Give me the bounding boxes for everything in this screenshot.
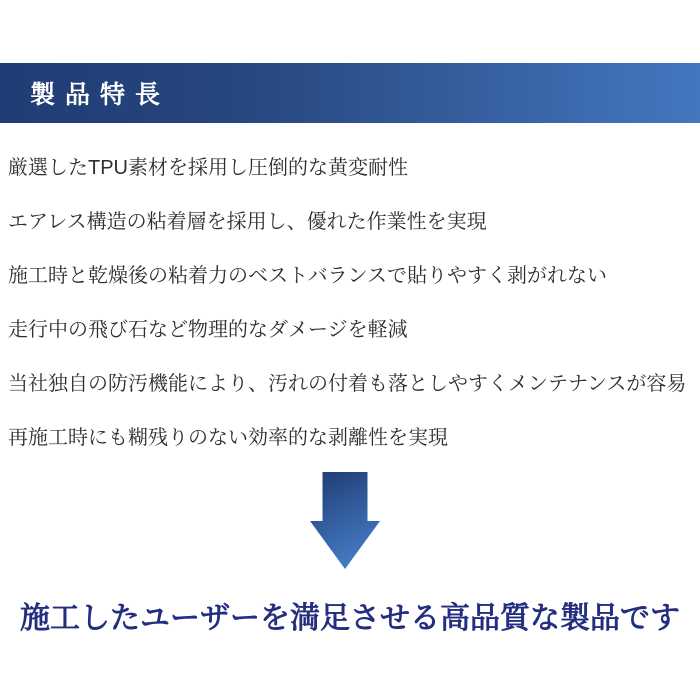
feature-list <box>8 141 698 465</box>
feature-line-4: 走行中の飛び石など物理的なダメージを軽減 <box>8 319 408 341</box>
down-arrow-icon <box>309 472 381 570</box>
feature-line-5: 当社独自の防汚機能により、汚れの付着も落としやすくメンテナンスが容易 <box>8 373 687 395</box>
conclusion-text: 施工したユーザーを満足させる高品質な製品です <box>20 602 680 635</box>
feature-line-1: 厳選したTPU素材を採用し圧倒的な黄変耐性 <box>8 157 408 179</box>
feature-line-6: 再施工時にも糊残りのない効率的な剥離性を実現 <box>8 427 448 449</box>
feature-line-2: エアレス構造の粘着層を採用し、優れた作業性を実現 <box>8 211 487 233</box>
feature-line-3: 施工時と乾燥後の粘着力のベストバランスで貼りやすく剥がれない <box>8 265 607 287</box>
section-header-bar <box>0 63 700 123</box>
section-title: 製品特長 <box>30 82 171 109</box>
